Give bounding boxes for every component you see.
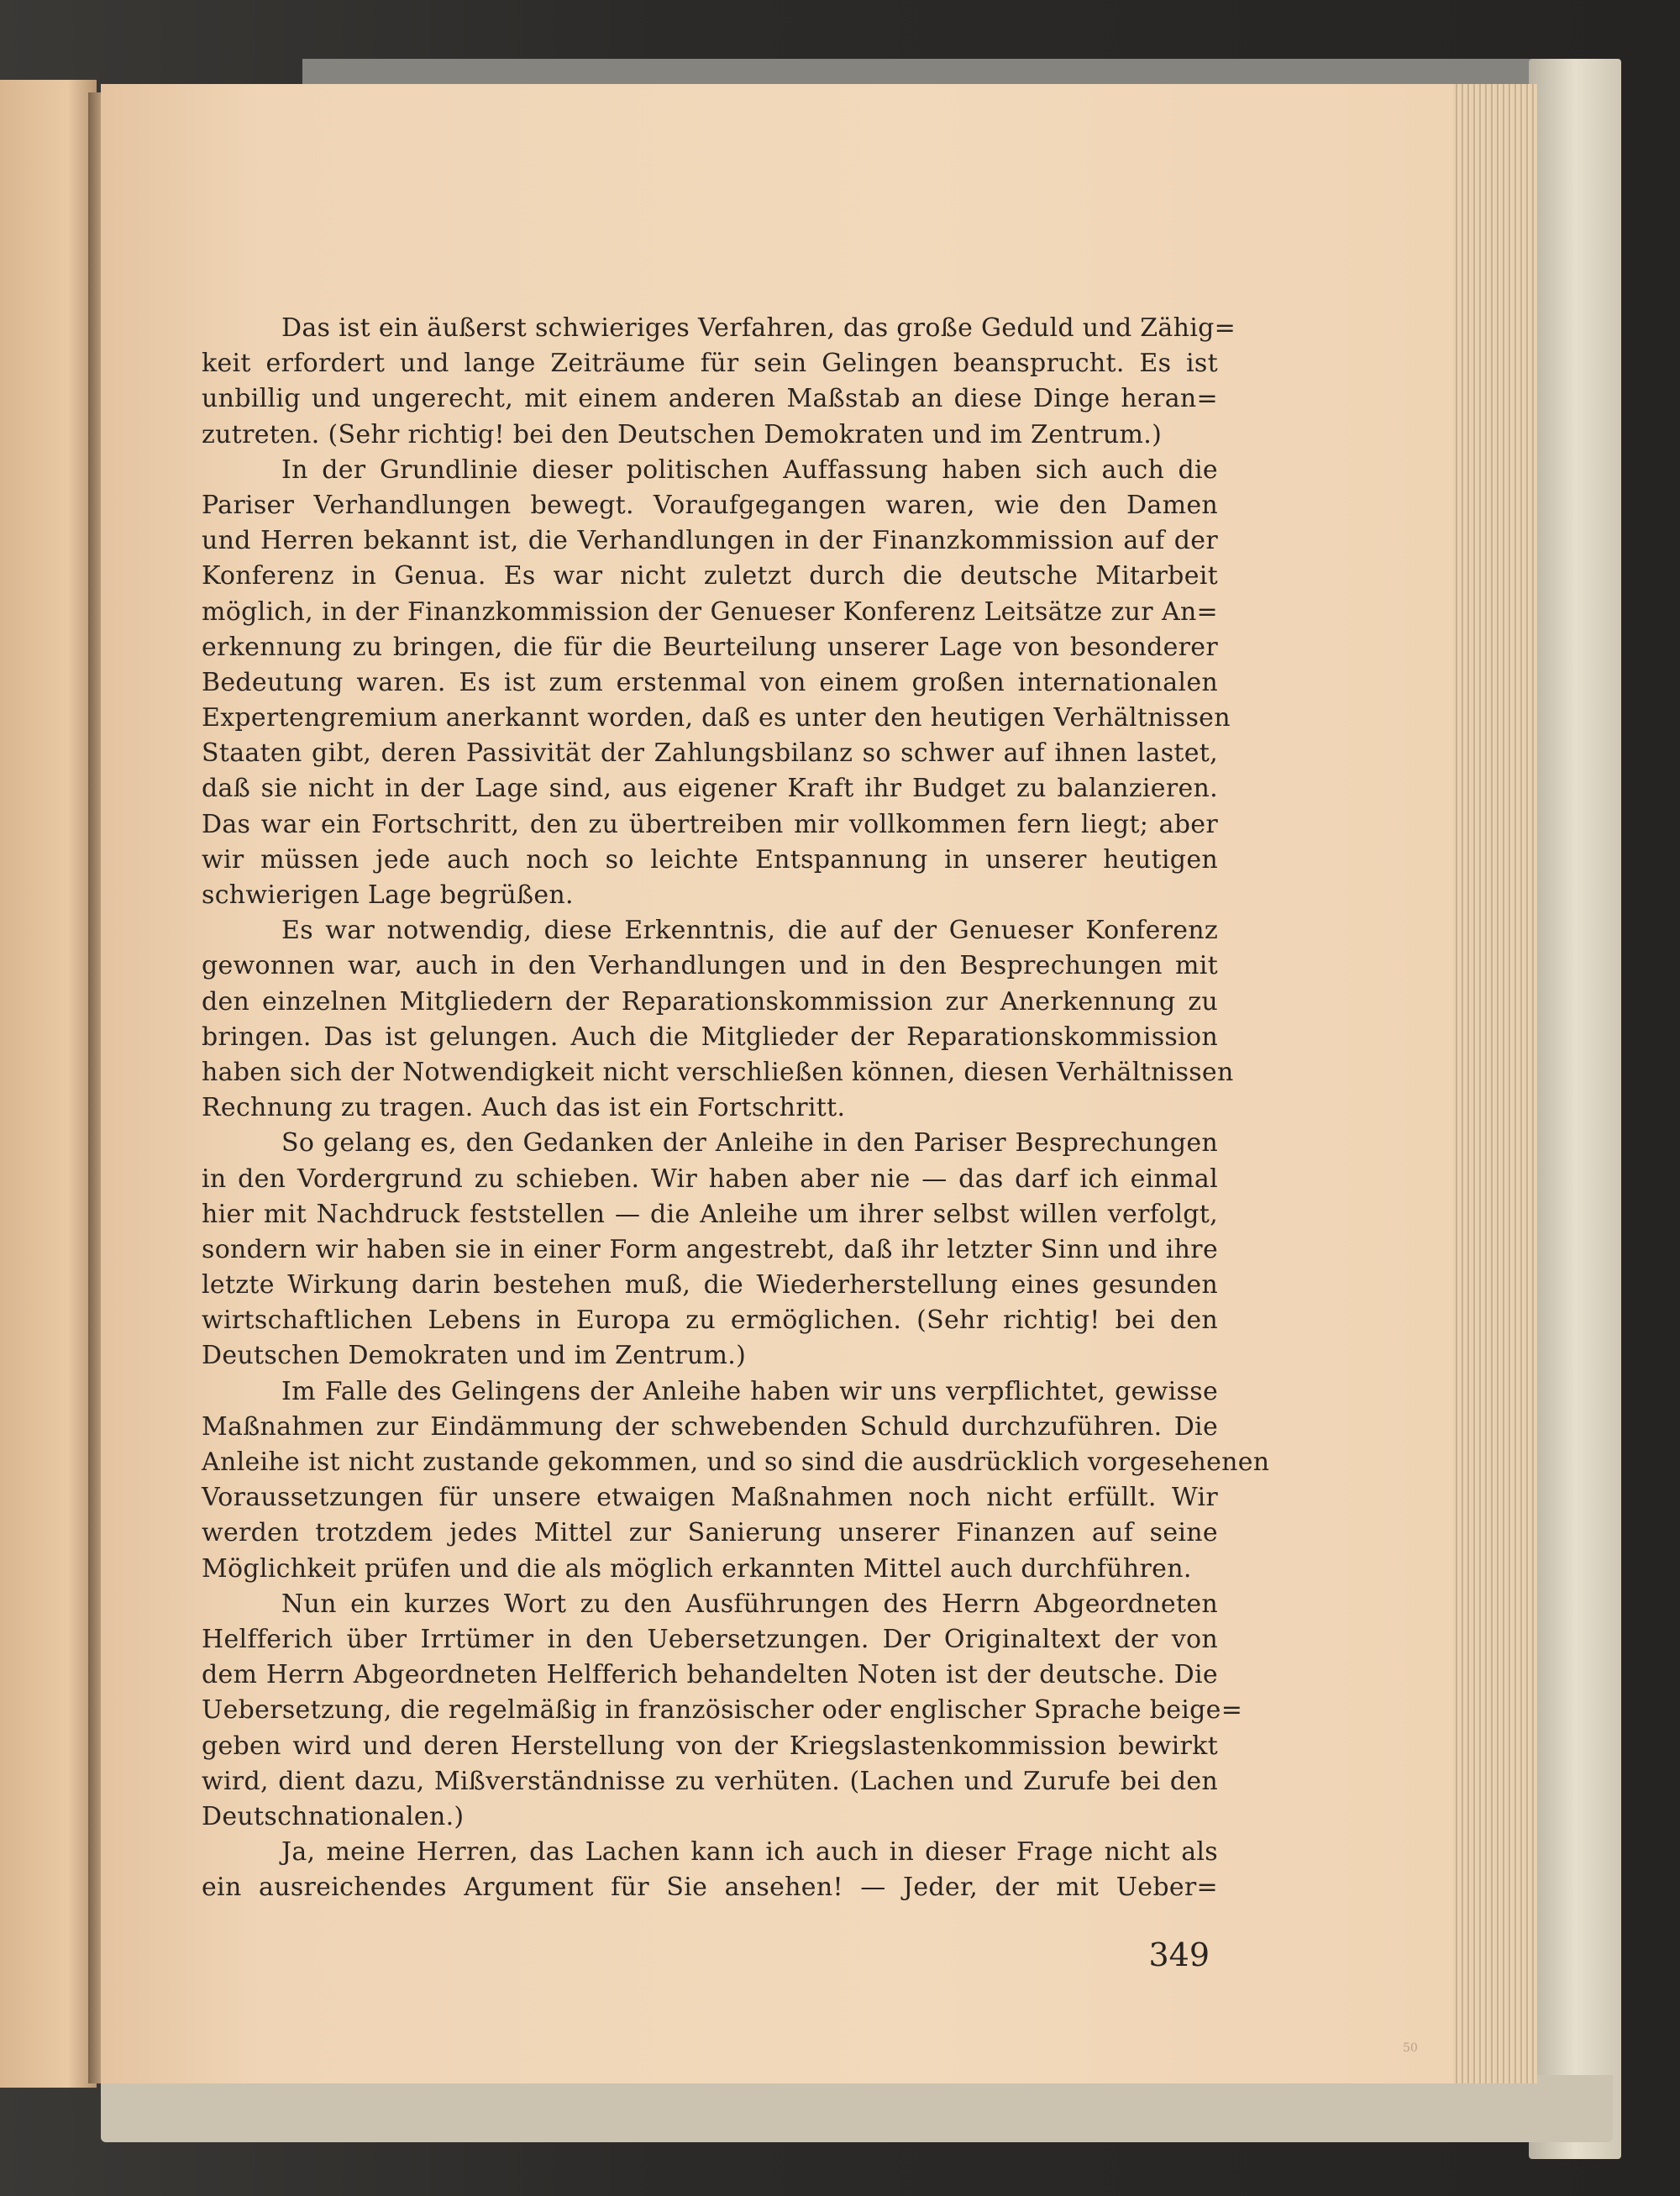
text-line: zutreten. (Sehr richtig! bei den Deutschen Demokraten und im Zentrum.)	[202, 419, 1163, 449]
text-line: Nun ein kurzes Wort zu den Ausführungen des Herrn Abgeordneten	[281, 1589, 1218, 1619]
text-line: Bedeutung waren. Es ist zum erstenmal von einem großen internationalen	[202, 667, 1218, 697]
left-page-edge	[0, 80, 97, 2088]
text-line: unbillig und ungerecht, mit einem anderen Maßstab an diese Dinge heran=	[202, 384, 1218, 414]
text-line: wirtschaftlichen Lebens in Europa zu ermöglichen. (Sehr richtig! bei den	[202, 1306, 1218, 1336]
page-number: 349	[1148, 1936, 1210, 1973]
text-line: wir müssen jede auch noch so leichte Entspannung in unserer heutigen	[202, 844, 1218, 875]
text-line: keit erfordert und lange Zeiträume für sein Gelingen beansprucht. Es ist	[202, 349, 1218, 379]
text-line: So gelang es, den Gedanken der Anleihe in den Pariser Besprechungen	[281, 1128, 1218, 1158]
text-line: haben sich der Notwendigkeit nicht verschließen können, diesen Verhältnissen	[202, 1057, 1234, 1087]
text-line: wird, dient dazu, Mißverständnisse zu verhüten. (Lachen und Zurufe bei den	[202, 1766, 1218, 1796]
text-line: Deutschnationalen.)	[202, 1801, 465, 1831]
text-line: letzte Wirkung darin bestehen muß, die Wiederherstellung eines gesunden	[202, 1270, 1218, 1300]
text-line: Voraussetzungen für unsere etwaigen Maßnahmen noch nicht erfüllt. Wir	[202, 1483, 1218, 1513]
text-line: Helfferich über Irrtümer in den Uebersetzungen. Der Originaltext der von	[202, 1624, 1218, 1654]
text-line: gewonnen war, auch in den Verhandlungen und in den Besprechungen mit	[202, 951, 1218, 981]
text-line: ein ausreichendes Argument für Sie ansehen! — Jeder, der mit Ueber=	[202, 1873, 1218, 1903]
text-line: geben wird und deren Herstellung von der Kriegslastenkommission bewirkt	[202, 1731, 1218, 1761]
text-line: schwierigen Lage begrüßen.	[202, 880, 574, 910]
text-line: den einzelnen Mitgliedern der Reparationskommission zur Anerkennung zu	[202, 986, 1218, 1017]
text-line: möglich, in der Finanzkommission der Genueser Konferenz Leitsätze zur An=	[202, 596, 1218, 627]
text-line: Expertengremium anerkannt worden, daß es unter den heutigen Verhältnissen	[202, 703, 1231, 733]
text-line: Das ist ein äußerst schwieriges Verfahren, das große Geduld und Zähig=	[281, 313, 1236, 343]
text-line: werden trotzdem jedes Mittel zur Sanierung unserer Finanzen auf seine	[202, 1518, 1218, 1548]
text-line: Maßnahmen zur Eindämmung der schwebenden Schuld durchzuführen. Die	[202, 1411, 1218, 1442]
text-line: Ja, meine Herren, das Lachen kann ich auch in dieser Frage nicht als	[281, 1837, 1218, 1868]
text-line: daß sie nicht in der Lage sind, aus eigener Kraft ihr Budget zu balanzieren.	[202, 774, 1218, 804]
text-line: Uebersetzung, die regelmäßig in französischer oder englischer Sprache beige=	[202, 1695, 1243, 1726]
text-line: Im Falle des Gelingens der Anleihe haben wir uns verpflichtet, gewisse	[281, 1376, 1218, 1406]
text-line: dem Herrn Abgeordneten Helfferich behandelten Noten ist der deutsche. Die	[202, 1660, 1218, 1690]
text-line: und Herren bekannt ist, die Verhandlungen in der Finanzkommission auf der	[202, 526, 1218, 556]
text-line: Pariser Verhandlungen bewegt. Voraufgegangen waren, wie den Damen	[202, 490, 1218, 520]
text-line: Anleihe ist nicht zustande gekommen, und so sind die ausdrücklich vorgesehenen	[202, 1447, 1270, 1477]
body-text	[202, 311, 1270, 1905]
corner-mark: 50	[1403, 2041, 1418, 2055]
text-line: erkennung zu bringen, die für die Beurteilung unserer Lage von besonderer	[202, 632, 1218, 662]
text-line: Möglichkeit prüfen und die als möglich erkannten Mittel auch durchführen.	[202, 1553, 1192, 1584]
text-line: in den Vordergrund zu schieben. Wir haben aber nie — das darf ich einmal	[202, 1164, 1218, 1194]
text-line: Rechnung zu tragen. Auch das ist ein Fortschritt.	[202, 1093, 846, 1123]
text-line: Es war notwendig, diese Erkenntnis, die auf der Genueser Konferenz	[281, 916, 1218, 946]
text-line: In der Grundlinie dieser politischen Auffassung haben sich auch die	[281, 454, 1218, 485]
book-cover-bottom	[101, 2075, 1613, 2142]
text-line: sondern wir haben sie in einer Form angestrebt, daß ihr letzter Sinn und ihre	[202, 1234, 1218, 1264]
text-line: Das war ein Fortschritt, den zu übertreiben mir vollkommen fern liegt; aber	[202, 809, 1218, 839]
text-line: Staaten gibt, deren Passivität der Zahlungsbilanz so schwer auf ihnen lastet,	[202, 738, 1218, 769]
text-line: Konferenz in Genua. Es war nicht zuletzt durch die deutsche Mitarbeit	[202, 561, 1218, 591]
text-line: hier mit Nachdruck feststellen — die Anleihe um ihrer selbst willen verfolgt,	[202, 1199, 1218, 1229]
text-line: bringen. Das ist gelungen. Auch die Mitglieder der Reparationskommission	[202, 1022, 1218, 1052]
page-edges	[1453, 84, 1537, 2083]
text-line: Deutschen Demokraten und im Zentrum.)	[202, 1341, 747, 1371]
book-cover-right	[1529, 59, 1621, 2159]
